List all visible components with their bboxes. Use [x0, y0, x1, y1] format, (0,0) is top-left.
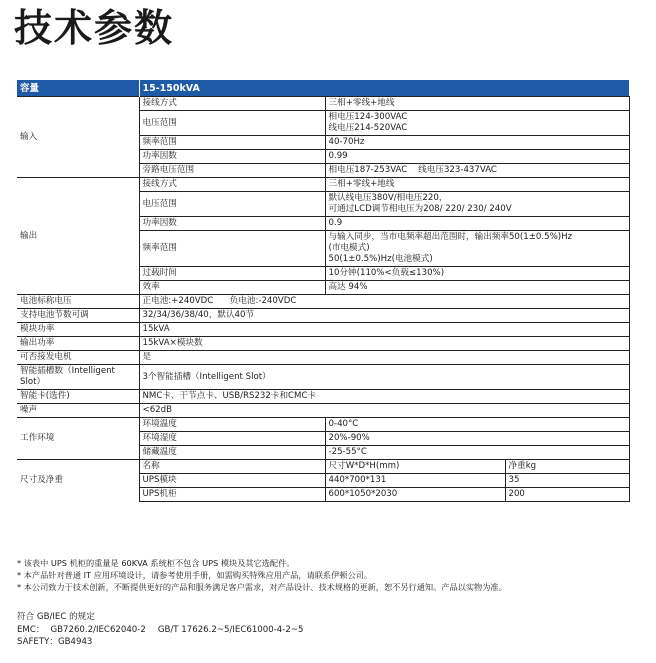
row-label: 电压范围	[139, 111, 325, 136]
row-value: 0.9	[325, 217, 629, 231]
row-label: 智能卡(选件)	[17, 390, 139, 404]
input-group-label: 输入	[17, 97, 139, 178]
emc-label: EMC：	[17, 624, 45, 635]
page-title: 技术参数	[14, 6, 175, 50]
row-label: 旁路电压范围	[139, 164, 325, 178]
row-value: -25-55°C	[325, 446, 629, 460]
output-group-label: 输出	[17, 178, 139, 295]
standards-block	[17, 611, 304, 649]
size-name: UPS机柜	[139, 488, 325, 502]
row-label: 功率因数	[139, 150, 325, 164]
table-row	[17, 295, 629, 309]
capacity-value: 15-150kVA	[139, 80, 629, 97]
emc-line	[17, 624, 304, 637]
row-label: 模块功率	[17, 323, 139, 337]
row-label: 频率范围	[139, 136, 325, 150]
row-label: 电压范围	[139, 192, 325, 217]
size-col-name: 名称	[139, 460, 325, 474]
safety-line	[17, 636, 304, 649]
size-weight: 35	[505, 474, 629, 488]
footnote: * 该表中 UPS 机柜的重量是 60KVA 系统柜不包含 UPS 模块及其它选配件。	[17, 558, 295, 568]
row-value: 相电压187-253VAC 线电压323-437VAC	[325, 164, 629, 178]
row-label: 过载时间	[139, 267, 325, 281]
footnotes	[17, 557, 507, 593]
row-value: 15kVA	[139, 323, 629, 337]
table-row	[17, 337, 629, 351]
row-value: <62dB	[139, 404, 629, 418]
row-label: 接线方式	[139, 97, 325, 111]
size-col-dim: 尺寸W*D*H(mm)	[325, 460, 505, 474]
table-row	[17, 309, 629, 323]
row-label: 智能插槽数（Intelligent Slot）	[17, 365, 139, 390]
row-value: 3个智能插槽（Intelligent Slot）	[139, 365, 629, 390]
table-row	[17, 323, 629, 337]
capacity-label: 容量	[17, 80, 139, 97]
row-value: 三相+零线+地线	[325, 97, 629, 111]
safety-standard: GB4943	[57, 637, 93, 647]
spec-table	[17, 80, 630, 502]
table-row	[17, 418, 629, 432]
row-value: 三相+零线+地线	[325, 178, 629, 192]
table-header-row	[17, 80, 629, 97]
table-row	[17, 97, 629, 111]
row-value: 是	[139, 351, 629, 365]
row-label: 效率	[139, 281, 325, 295]
row-label: 频率范围	[139, 231, 325, 267]
row-value: 与输入同步，当市电频率超出范围时，输出频率50(1±0.5%)Hz (市电模式) 50(1±0.5%)Hz(电池模式)	[325, 231, 629, 267]
table-row	[17, 390, 629, 404]
size-dim: 440*700*131	[325, 474, 505, 488]
row-value: 0.99	[325, 150, 629, 164]
row-label: 噪声	[17, 404, 139, 418]
footnote: * 本产品针对普通 IT 应用环境设计，请参考使用手册，如需购买特殊应用产品，请联系伊顿公司。	[17, 570, 373, 580]
row-label: 储藏温度	[139, 446, 325, 460]
row-value: 40-70Hz	[325, 136, 629, 150]
emc-standard-1: GB7260.2/IEC62040-2	[50, 624, 146, 635]
table-row	[17, 404, 629, 418]
row-value: 10分钟(110%<负载≤130%)	[325, 267, 629, 281]
table-row	[17, 351, 629, 365]
table-row	[17, 365, 629, 390]
size-group-label: 尺寸及净重	[17, 460, 139, 502]
row-label: 环境湿度	[139, 432, 325, 446]
row-label: 可否接发电机	[17, 351, 139, 365]
row-label: 电池标称电压	[17, 295, 139, 309]
row-value: 20%-90%	[325, 432, 629, 446]
row-value: 0-40°C	[325, 418, 629, 432]
row-label: 输出功率	[17, 337, 139, 351]
standards-heading: 符合 GB/IEC 的规定	[17, 612, 95, 622]
row-value: 正电池:+240VDC 负电池:-240VDC	[139, 295, 629, 309]
row-label: 环境温度	[139, 418, 325, 432]
row-value: 32/34/36/38/40，默认40节	[139, 309, 629, 323]
row-value: 相电压124-300VAC 线电压214-520VAC	[325, 111, 629, 136]
emc-standard-2: GB/T 17626.2~5/IEC61000-4-2~5	[157, 624, 304, 635]
size-name: UPS模块	[139, 474, 325, 488]
row-value: 15kVA×模块数	[139, 337, 629, 351]
row-value: NMC卡、干节点卡、USB/RS232卡和CMC卡	[139, 390, 629, 404]
size-weight: 200	[505, 488, 629, 502]
row-label: 功率因数	[139, 217, 325, 231]
table-row	[17, 178, 629, 192]
size-col-weight: 净重kg	[505, 460, 629, 474]
row-value: 高达 94%	[325, 281, 629, 295]
safety-label: SAFETY：	[17, 637, 58, 647]
row-label: 接线方式	[139, 178, 325, 192]
env-group-label: 工作环境	[17, 418, 139, 460]
row-label: 支持电池节数可调	[17, 309, 139, 323]
size-dim: 600*1050*2030	[325, 488, 505, 502]
table-row	[17, 460, 629, 474]
footnote: * 本公司致力于技术创新，不断提供更好的产品和服务满足客户需求，对产品设计、技术规格的更新，恕不另行通知。产品以实物为准。	[17, 582, 507, 592]
row-value: 默认线电压380V/相电压220， 可通过LCD调节相电压为208/ 220/ 230/ 240V	[325, 192, 629, 217]
